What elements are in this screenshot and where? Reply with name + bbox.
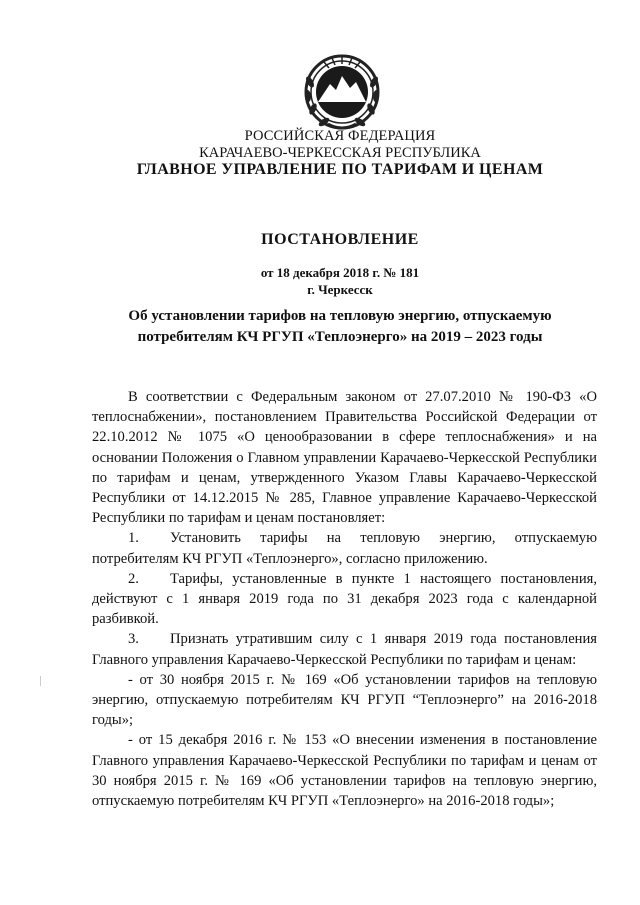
coat-of-arms-emblem	[300, 52, 384, 132]
item-text: Признать утратившим силу с 1 января 2019 года постановления Главного управления Карачаево-Черкесской Республики по тарифам и ценам:	[92, 631, 597, 668]
repealed-act-item: - от 30 ноября 2015 г. № 169 «Об установлении тарифов на тепловую энергию, отпускаемую потребителям КЧ РГУП “Теплоэнерго” на 2016-2018 годы»;	[92, 671, 597, 729]
document-body	[92, 387, 597, 811]
item-text: Тарифы, установленные в пункте 1 настоящего постановления, действуют с 1 января 2019 года по 31 декабря 2023 года с календарной разбивкой.	[92, 570, 597, 628]
list-item	[92, 629, 597, 669]
document-city: г. Черкесск	[307, 282, 373, 297]
repealed-act-item: - от 15 декабря 2016 г. № 153 «О внесении изменения в постановление Главного управления Карачаево-Черкесской Республики по тарифам и ценам от 30 ноября 2015 г. № 169 «Об установлении тарифов на тепловую энергию, отпускаемую потребителям КЧ РГУП «Теплоэнерго» на 2016-2018 годы»;	[92, 732, 597, 810]
document-date-number: от 18 декабря 2018 г. № 181	[260, 265, 420, 280]
item-number: 1.	[128, 530, 139, 547]
preamble-paragraph: В соответствии с Федеральным законом от 27.07.2010 № 190-ФЗ «О теплоснабжении», постановлением Правительства Российской Федерации от 22.10.2012 № 1075 «О ценообразовании в сфере теплоснабжения» и на основании Положения о Главном управлении Карачаево-Черкесской Республики по тарифам и ценам, утвержденного Указом Главы Карачаево-Черкесской Республики от 14.12.2015 № 285, Главное управление Карачаево-Черкесской Республики по тарифам и ценам постановляет:	[92, 389, 597, 527]
margin-mark	[40, 676, 41, 686]
header-authority: ГЛАВНОЕ УПРАВЛЕНИЕ ПО ТАРИФАМ И ЦЕНАМ	[136, 161, 544, 178]
document-subject: Об установлении тарифов на тепловую энергию, отпускаемую потребителям КЧ РГУП «Теплоэнерго» на 2019 – 2023 годы	[128, 308, 552, 345]
document-type: ПОСТАНОВЛЕНИЕ	[261, 231, 419, 248]
header-republic: КАРАЧАЕВО-ЧЕРКЕССКАЯ РЕСПУБЛИКА	[199, 145, 481, 161]
item-number: 3.	[128, 631, 139, 648]
list-item	[92, 569, 597, 630]
list-item	[92, 528, 597, 568]
item-text: Установить тарифы на тепловую энергию, отпускаемую потребителям КЧ РГУП «Теплоэнерго», согласно приложению.	[92, 530, 597, 567]
header-country: РОССИЙСКАЯ ФЕДЕРАЦИЯ	[244, 128, 436, 144]
item-number: 2.	[128, 570, 139, 587]
